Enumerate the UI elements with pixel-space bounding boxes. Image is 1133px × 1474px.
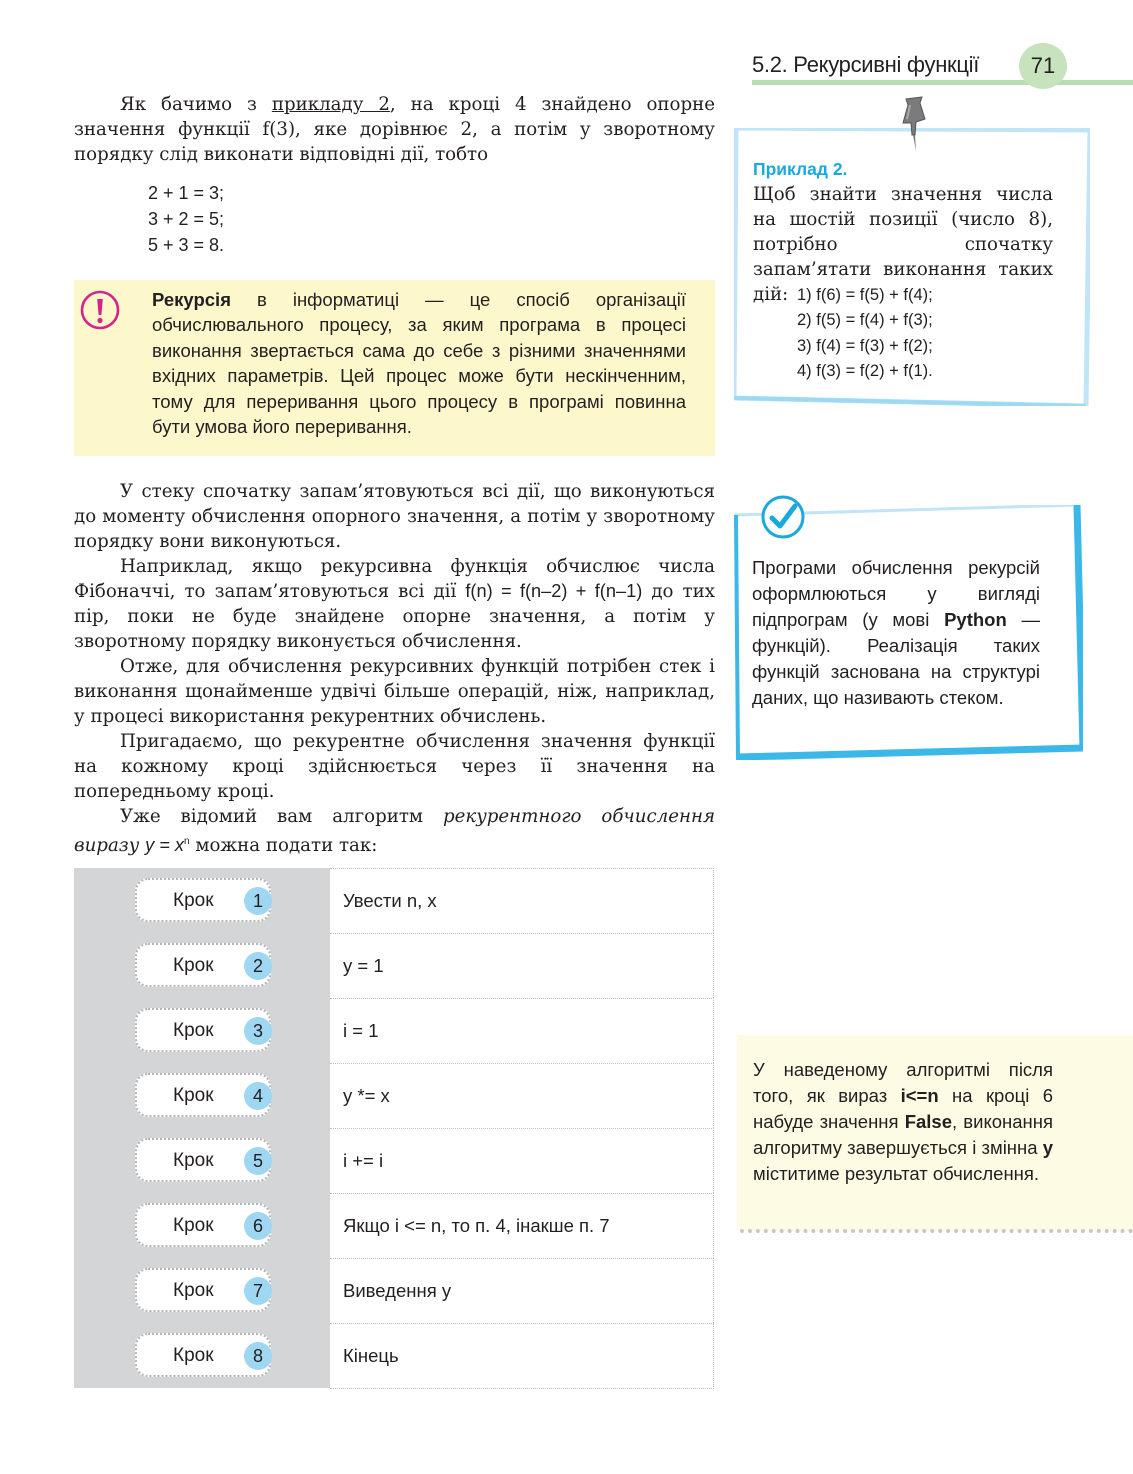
step-number: 8 — [244, 1342, 272, 1370]
table-row — [74, 1128, 714, 1193]
table-row — [74, 868, 714, 933]
step-action: Увести n, x — [330, 868, 714, 933]
step-number: 4 — [244, 1082, 272, 1110]
check-note-text: Програми обчислення рекурсій оформлюються у вигляді підпрограм (у мові Python — функцій). Реалізація таких функцій заснована на структурі даних, що називають стеком. — [752, 557, 1040, 708]
step-action: Кінець — [330, 1323, 714, 1389]
step-label: Крок 4 — [135, 1073, 271, 1117]
paragraph: У стеку спочатку запам’ятовуються всі дії, що виконуються до моменту обчислення опорного значення, а потім у зворотному порядку вони виконуються. — [74, 481, 715, 552]
step-action: Якщо i <= n, то п. 4, інакше п. 7 — [330, 1193, 714, 1258]
calc-line: 3 + 2 = 5; — [148, 209, 225, 229]
table-row — [74, 1063, 714, 1128]
paragraph: Наприклад, якщо рекурсивна функція обчислює числа Фібоначчі, то запам’ятовуються всі дії f(n) = f(n–2) + f(n–1) до тих пір, поки не буде знайдене опорне значення, а потім у зворотному порядку виконується обчислення. — [74, 556, 715, 652]
body-text — [74, 479, 715, 858]
example-text: Щоб знайти значення числа на шостій позиції (число 8), потрібно спочатку запам’ятати виконання таких дій: — [753, 184, 1053, 305]
page-number: 71 — [1019, 43, 1067, 89]
example-link[interactable]: прикладу 2 — [271, 94, 390, 115]
example-list — [797, 283, 933, 385]
list-item: 4) f(3) = f(2) + f(1). — [797, 362, 933, 381]
step-label: Крок 8 — [135, 1333, 271, 1377]
list-item: 2) f(5) = f(4) + f(3); — [797, 311, 933, 330]
exclamation-icon — [80, 290, 120, 330]
step-number: 6 — [244, 1212, 272, 1240]
step-label: Крок 7 — [135, 1268, 271, 1312]
step-action: y = 1 — [330, 933, 714, 998]
step-number: 3 — [244, 1017, 272, 1045]
algorithm-note-text: У наведеному алгоритмі після того, як вираз i<=n на кроці 6 набуде значення False, виконання алгоритму завершується і змінна y міститиме результат обчислення. — [753, 1059, 1053, 1184]
step-label: Крок 3 — [135, 1008, 271, 1052]
step-action: i += i — [330, 1128, 714, 1193]
paragraph: Пригадаємо, що рекурентне обчислення значення функції на кожному кроці здійснюється через її значення на попередньому кроці. — [74, 731, 715, 802]
dotted-divider — [740, 1229, 1133, 1233]
definition-text: Рекурсія в інформатиці — це спосіб організації обчислювального процесу, за яким програма в процесі виконання звертається сама до себе з різними значеннями вхідних параметрів. Цей процес може бути нескінченним, тому для переривання цього процесу в програмі повинна бути умова його переривання. — [152, 289, 686, 438]
list-item: 1) f(6) = f(5) + f(4); — [797, 286, 933, 304]
pushpin-icon — [898, 95, 934, 155]
step-label: Крок 5 — [135, 1138, 271, 1182]
table-row — [74, 1258, 714, 1323]
step-action: i = 1 — [330, 998, 714, 1063]
calc-line: 2 + 1 = 3; — [148, 183, 225, 203]
step-number: 7 — [244, 1277, 272, 1305]
section-title: 5.2. Рекурсивні функції — [752, 52, 980, 77]
table-row — [74, 998, 714, 1063]
table-row — [74, 933, 714, 998]
step-number: 1 — [244, 887, 272, 915]
example-title: Приклад 2. — [753, 159, 848, 179]
table-row — [74, 1323, 714, 1388]
step-label: Крок 2 — [135, 943, 271, 987]
table-row — [74, 1193, 714, 1258]
step-label: Крок 1 — [135, 878, 271, 922]
checkmark-icon — [760, 494, 806, 540]
steps-table — [74, 868, 714, 1388]
calc-lines — [148, 180, 224, 258]
step-action: y *= x — [330, 1063, 714, 1128]
step-label: Крок 6 — [135, 1203, 271, 1247]
intro-paragraph: Як бачимо з прикладу 2, на кроці 4 знайдено опорне значення функції f(3), яке дорівнює 2, а потім у зворотному порядку слід виконати відповідні дії, тобто — [74, 94, 716, 165]
step-number: 2 — [244, 952, 272, 980]
calc-line: 5 + 3 = 8. — [148, 235, 225, 255]
paragraph: Отже, для обчислення рекурсивних функцій потрібен стек і виконання щонайменше удвічі більше операцій, ніж, наприклад, у процесі використання рекурентних обчислень. — [74, 656, 715, 727]
list-item: 3) f(4) = f(3) + f(2); — [797, 336, 933, 355]
definition-term: Рекурсія — [152, 289, 231, 310]
step-number: 5 — [244, 1147, 272, 1175]
paragraph: Уже відомий вам алгоритм рекурентного обчислення виразу $y = x^n$ можна подати так: — [74, 806, 715, 857]
header-rule — [752, 80, 1133, 85]
step-action: Виведення y — [330, 1258, 714, 1323]
